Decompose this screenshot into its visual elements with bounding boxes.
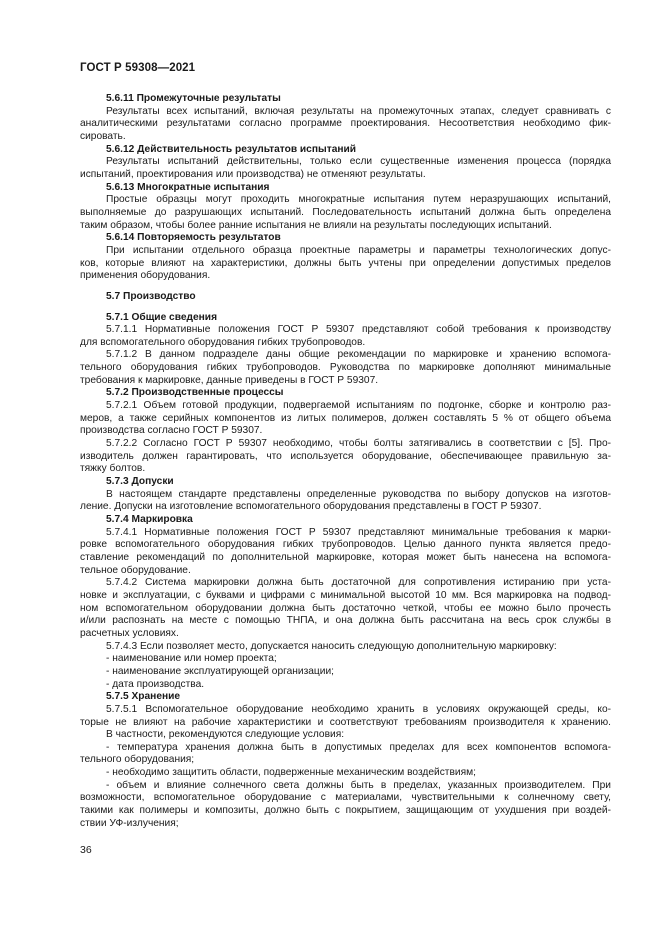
section-heading-5-7: 5.7 Производство — [106, 290, 196, 302]
list-item-continuation: тельного оборудования; — [80, 754, 195, 766]
section-heading-5-7-4: 5.7.4 Маркировка — [106, 514, 193, 525]
paragraph-line: ление. Допуски на изготовление вспомогательного оборудования представлены в ГОСТ Р 59307. — [80, 501, 542, 513]
paragraph-line: тельного оборудования гибких трубопроводов. Руководства по маркировке дополняют минимальные — [80, 362, 611, 374]
paragraph-line: применения оборудования. — [80, 270, 211, 282]
paragraph-line: ровке вспомогательного оборудования гибких трубопроводов. Целью данного пункта является предо- — [80, 539, 611, 551]
paragraph-line: тяжку болтов. — [80, 463, 146, 475]
paragraph-line: таким образом, чтобы более ранние испытания не влияли на результаты последующих испытаний. — [80, 219, 552, 231]
paragraph-line: Простые образцы могут проходить многократные испытания путем неразрушающих испытаний, — [106, 194, 611, 206]
paragraph-line: 5.7.1.2 В данном подразделе даны общие рекомендации по маркировке и хранению вспомога- — [106, 349, 611, 361]
paragraph-line: тельное оборудование. — [80, 564, 191, 576]
list-item: - дата производства. — [106, 678, 205, 690]
paragraph-line: 5.7.2.1 Объем готовой продукции, подвергаемой испытаниям по подгонке, сборке и контролю раз- — [106, 400, 611, 412]
section-heading-5-7-3: 5.7.3 Допуски — [106, 476, 174, 488]
list-item: - наименование эксплуатирующей организации; — [106, 665, 334, 677]
list-item: - необходимо защитить области, подверженные механическим воздействиям; — [106, 767, 476, 779]
section-heading-5-7-2: 5.7.2 Производственные процессы — [106, 387, 284, 399]
paragraph-line: сировать. — [80, 130, 126, 142]
paragraph-line: для вспомогательного оборудования гибких трубопроводов. — [80, 336, 366, 348]
paragraph-line: 5.7.2.2 Согласно ГОСТ Р 59307 необходимо, чтобы болты затягивались в соответствии с [5]. Про- — [106, 438, 611, 450]
section-heading-5-6-13: 5.6.13 Многократные испытания — [106, 181, 270, 193]
paragraph-line: меров, а также серийных компонентов из литых полимеров, должен составлять 5 % от общего объема — [80, 412, 611, 424]
paragraph-line: производства согласно ГОСТ Р 59307. — [80, 425, 263, 437]
paragraph-line: ставление рекомендаций по дополнительной маркировке, которая может быть нанесена на вспомога- — [80, 551, 611, 563]
list-item-continuation: возможности, вспомогательное оборудование с материалами, чувствительными к солнечному свету, — [80, 792, 611, 804]
page-number: 36 — [80, 844, 92, 856]
paragraph-line: В настоящем стандарте представлены определенные руководства по выбору допусков на изготов- — [106, 488, 611, 500]
section-heading-5-6-11: 5.6.11 Промежуточные результаты — [106, 93, 281, 104]
list-item: - объем и влияние солнечного света должны быть в пределах, указанных производителем. При — [106, 779, 611, 791]
paragraph-line: 5.7.5.1 Вспомогательное оборудование необходимо хранить в условиях окружающей среды, ко- — [106, 703, 611, 715]
paragraph-line: 5.7.4.2 Система маркировки должна быть достаточной для сопротивления истиранию при уста- — [106, 577, 611, 589]
paragraph-line: аналитическими результатами согласно программе проектирования. Несоответствия необходимо фик- — [80, 118, 611, 130]
paragraph-line: При испытании отдельного образца проектные параметры и параметры технологических допус- — [106, 244, 611, 256]
paragraph-line: испытаний, проектирования или производства) не отменяют результаты. — [80, 168, 426, 180]
list-item: - наименование или номер проекта; — [106, 653, 277, 665]
paragraph-line: 5.7.4.1 Нормативные положения ГОСТ Р 59307 представляют минимальные требования к марки- — [106, 526, 611, 538]
paragraph-line: ном вспомогательном оборудовании должна быть достаточно четкой, чтобы ее можно было прочесть — [80, 602, 611, 614]
section-heading-5-6-14: 5.6.14 Повторяемость результатов — [106, 232, 281, 244]
section-heading-5-7-5: 5.7.5 Хранение — [106, 691, 181, 703]
list-item-continuation: такими как полимеры и композиты, должно быть с покрытием, защищающим от ухудшения при воздей- — [80, 805, 611, 817]
paragraph-line: изводитель должен гарантировать, что используется оборудование, обеспечивающее правильную за- — [80, 450, 611, 462]
list-item-continuation: ствии УФ-излучения; — [80, 817, 179, 829]
paragraph-line: требования к маркировке, данные приведены в ГОСТ Р 59307. — [80, 374, 379, 386]
section-heading-5-6-12: 5.6.12 Действительность результатов испытаний — [106, 143, 357, 155]
document-body — [80, 93, 611, 830]
paragraph-line: торые не влияют на рабочие характеристики и соответствуют требованиям производителя к хранению. — [80, 716, 611, 728]
paragraph-line: выполняемые до разрушающих испытаний. Последовательность испытаний должна быть определена — [80, 206, 611, 218]
document-header-id: ГОСТ Р 59308—2021 — [80, 62, 196, 74]
section-gap — [80, 283, 611, 291]
paragraph-line: Результаты всех испытаний, включая результаты на промежуточных этапах, следует сравнивать с — [106, 105, 611, 117]
paragraph-line: ков, которые влияют на характеристики, должны быть учтены при определении допустимых пределов — [80, 257, 611, 269]
paragraph-line: В частности, рекомендуются следующие условия: — [106, 729, 345, 741]
list-item: - температура хранения должна быть в допустимых пределах для всех компонентов вспомога- — [106, 741, 611, 753]
paragraph-line: Результаты испытаний действительны, только если существенные изменения процесса (порядка — [106, 156, 611, 168]
paragraph-line: 5.7.4.3 Если позволяет место, допускается наносить следующую дополнительную маркировку: — [106, 640, 557, 652]
section-gap — [80, 304, 611, 312]
section-heading-5-7-1: 5.7.1 Общие сведения — [106, 311, 218, 323]
paragraph-line: новке и эксплуатации, с буквами и цифрами с минимальной высотой 10 мм. Вся маркировка на подвод- — [80, 589, 611, 601]
paragraph-line: 5.7.1.1 Нормативные положения ГОСТ Р 59307 представляют собой требования к производству — [106, 324, 611, 336]
paragraph-line: расчетных условиях. — [80, 627, 179, 639]
paragraph-line: и/или распознать на месте с помощью ТНПА, и она должна быть рассчитана на весь срок службы в — [80, 615, 611, 627]
